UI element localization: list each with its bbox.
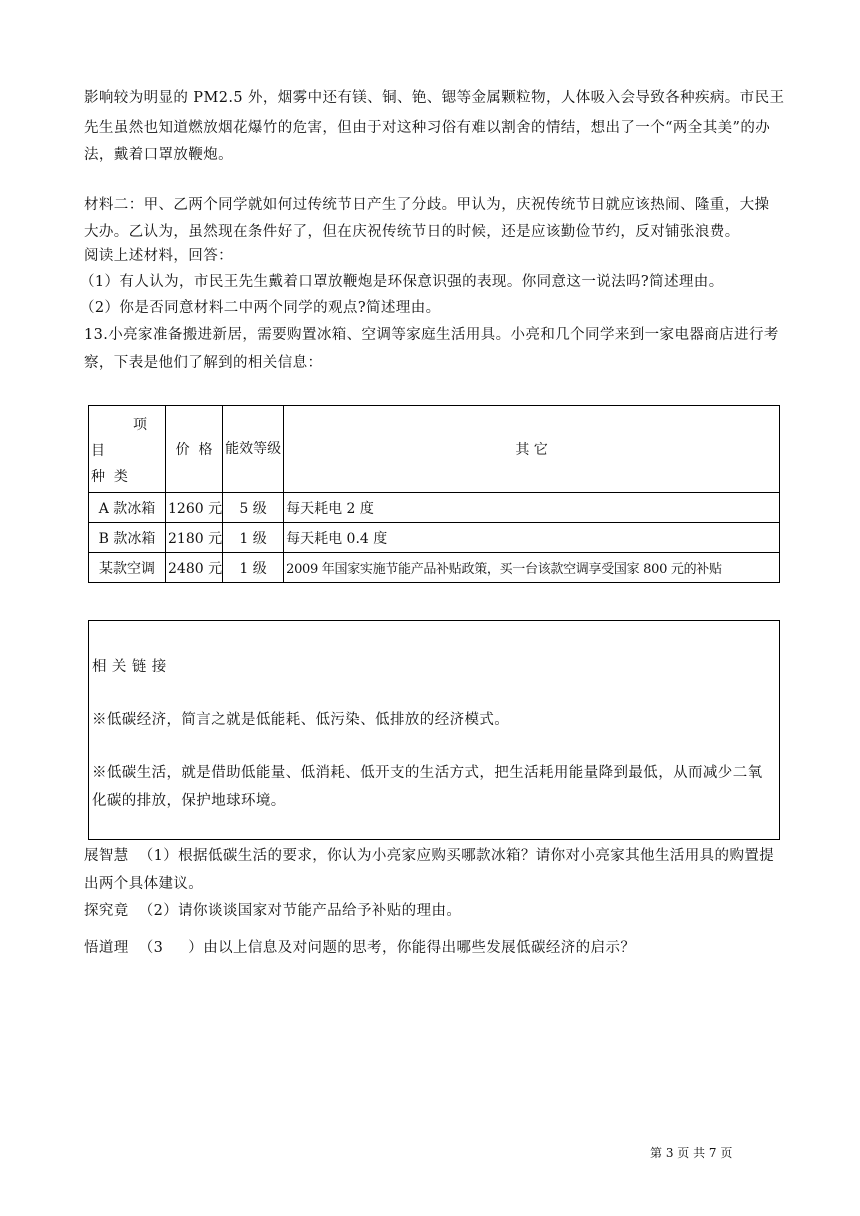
cell-name: 某款空调 xyxy=(89,553,166,583)
paragraph-line: 先生虽然也知道燃放烟花爆竹的危害，但由于对这种习俗有难以割舍的情结，想出了一个“两全其美”的办 xyxy=(84,120,771,136)
cell-other: 每天耗电 0.4 度 xyxy=(284,523,780,553)
question-2: （2）你是否同意材料二中两个同学的观点?简述理由。 xyxy=(80,300,441,316)
material-two-line: 大办。乙认为，虽然现在条件好了，但在庆祝传统节日的时候，还是应该勤俭节约，反对铺张浪费。 xyxy=(84,224,740,240)
header-item-mid: 目 xyxy=(91,443,105,459)
question-zhan-zhi-hui: 展智慧 （1）根据低碳生活的要求，你认为小亮家应购买哪款冰箱？请你对小亮家其他生活用具的购置提 xyxy=(84,848,775,864)
cell-price: 1260 元 xyxy=(166,493,223,523)
table-row xyxy=(89,493,780,523)
cell-level: 1 级 xyxy=(223,523,284,553)
cell-other: 2009 年国家实施节能产品补贴政策，买一台该款空调享受国家 800 元的补贴 xyxy=(284,553,780,583)
cell-level: 1 级 xyxy=(223,553,284,583)
header-item-bottom: 种 类 xyxy=(91,469,128,485)
header-other: 其 它 xyxy=(284,406,780,493)
related-links-box xyxy=(88,620,780,840)
related-link-item: ※低碳生活，就是借助低能量、低消耗、低开支的生活方式，把生活耗用能量降到最低，从而减少二氧 xyxy=(92,765,763,781)
appliance-table xyxy=(88,405,780,583)
cell-other: 每天耗电 2 度 xyxy=(284,493,780,523)
question-13-line: 13.小亮家准备搬进新居，需要购置冰箱、空调等家庭生活用具。小亮和几个同学来到一家电器商店进行考 xyxy=(84,327,779,343)
question-13-line: 察，下表是他们了解到的相关信息： xyxy=(84,355,323,371)
question-zhan-zhi-hui-cont: 出两个具体建议。 xyxy=(84,876,204,892)
related-links-title: 相 关 链 接 xyxy=(92,659,167,675)
paragraph-line: 影响较为明显的 PM2.5 外，烟雾中还有镁、铜、铯、锶等金属颗粒物，人体吸入会导致各种疾病。市民王 xyxy=(84,90,785,106)
header-item-top: 项 xyxy=(133,417,147,433)
table-header-row xyxy=(89,406,780,493)
cell-price: 2480 元 xyxy=(166,553,223,583)
question-tan-jiu-jing: 探究竟 （2）请你谈谈国家对节能产品给予补贴的理由。 xyxy=(84,903,462,919)
instruction-text: 阅读上述材料，回答： xyxy=(84,248,233,264)
related-link-item: 化碳的排放，保护地球环境。 xyxy=(92,793,286,809)
cell-name: B 款冰箱 xyxy=(89,523,166,553)
header-item-category xyxy=(89,406,166,493)
header-price: 价 格 xyxy=(166,406,223,493)
table-row xyxy=(89,523,780,553)
question-wu-dao-li: 悟道理 （3 ）由以上信息及对问题的思考，你能得出哪些发展低碳经济的启示？ xyxy=(84,940,636,956)
paragraph-line: 法，戴着口罩放鞭炮。 xyxy=(84,147,233,163)
cell-price: 2180 元 xyxy=(166,523,223,553)
material-two-line: 材料二：甲、乙两个同学就如何过传统节日产生了分歧。甲认为，庆祝传统节日就应该热闹、隆重，大操 xyxy=(84,197,770,213)
question-1: （1）有人认为，市民王先生戴着口罩放鞭炮是环保意识强的表现。你同意这一说法吗?简述理由。 xyxy=(80,274,724,290)
cell-level: 5 级 xyxy=(223,493,284,523)
table-row xyxy=(89,553,780,583)
page-number: 第 3 页 共 7 页 xyxy=(650,1146,733,1160)
header-level: 能效等级 xyxy=(223,406,284,493)
cell-name: A 款冰箱 xyxy=(89,493,166,523)
related-link-item: ※低碳经济，简言之就是低能耗、低污染、低排放的经济模式。 xyxy=(92,712,510,728)
